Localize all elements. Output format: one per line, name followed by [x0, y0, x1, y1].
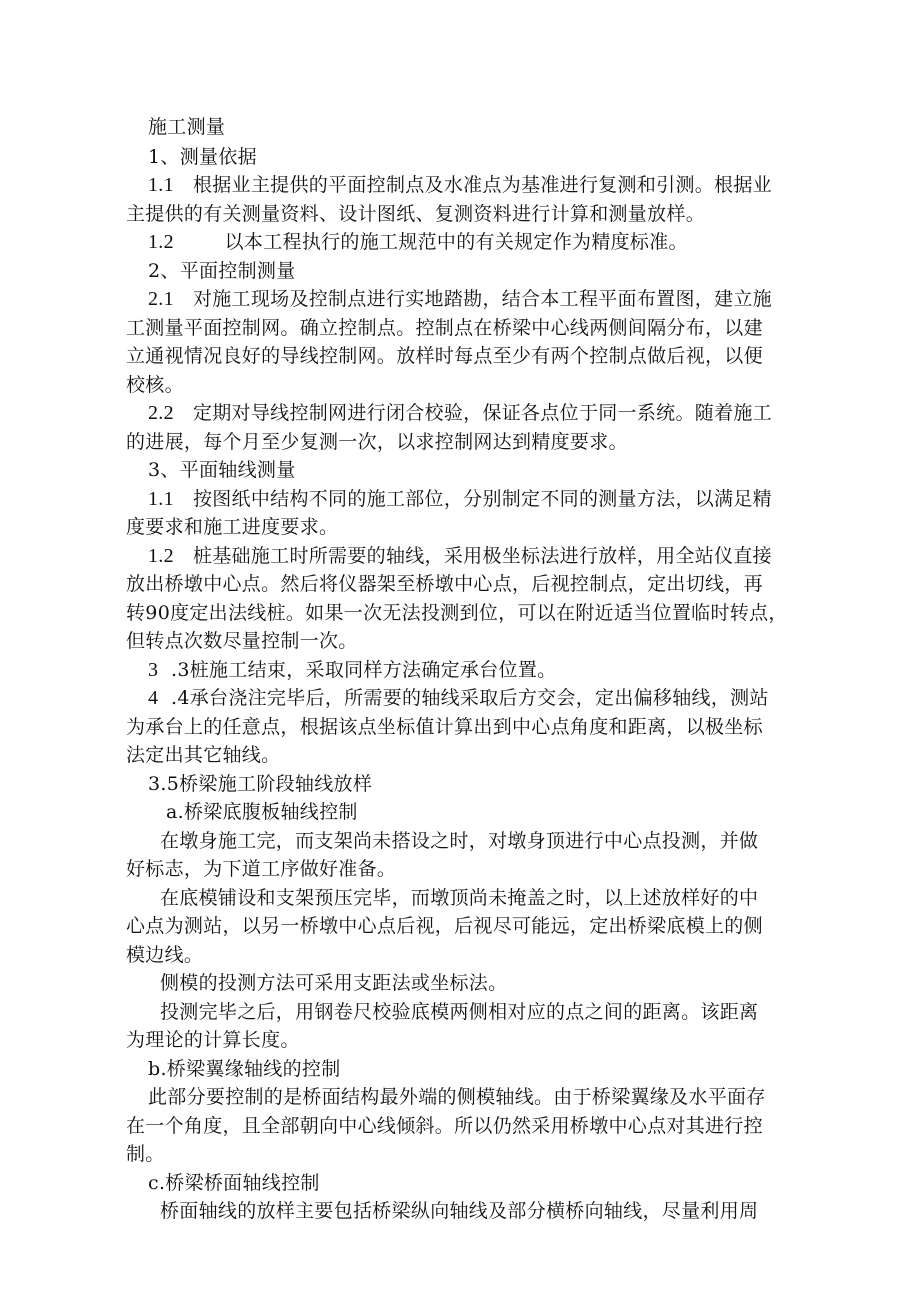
- paragraph-line: 立通视情况良好的导线控制网。放样时每点至少有两个控制点做后视，以便: [126, 345, 763, 367]
- paragraph-line: 但转点次数尽量控制一次。: [126, 630, 358, 652]
- paragraph-line: [148, 284, 772, 314]
- subsection-heading: a.桥梁底腹板轴线控制: [166, 801, 358, 823]
- paragraph-line: 转90度定出法线桩。如果一次无法投测到位，可以在附近适当位置临时转点，: [126, 602, 788, 624]
- paragraph-text: 定期对导线控制网进行闭合校验，保证各点位于同一系统。随着施工: [192, 402, 772, 424]
- paragraph-line: 为承台上的任意点，根据该点坐标值计算出到中心点角度和距离，以极坐标: [126, 716, 763, 738]
- paragraph-line: 工测量平面控制网。确立控制点。控制点在桥梁中心线两侧间隔分布，以建: [126, 317, 763, 339]
- clause-number: 1.1: [148, 488, 174, 510]
- paragraph-text: 按图纸中结构不同的施工部位，分别制定不同的测量方法，以满足精: [192, 488, 772, 510]
- clause-number: 4: [148, 687, 159, 709]
- paragraph-line: 放出桥墩中心点。然后将仪器架至桥墩中心点，后视控制点，定出切线，再: [126, 573, 763, 595]
- clause-number: 1.2: [148, 231, 174, 253]
- paragraph-line: 心点为测站，以另一桥墩中心点后视，后视尽可能远，定出桥梁底模上的侧: [126, 915, 763, 937]
- section-heading: 3、平面轴线测量: [148, 459, 296, 481]
- paragraph-line: 在一个角度，且全部朝向中心线倾斜。所以仍然采用桥墩中心点对其进行控: [126, 1115, 763, 1137]
- subsection-heading: c.桥梁桥面轴线控制: [148, 1172, 320, 1194]
- paragraph-line: 在底模铺设和支架预压完毕，而墩顶尚未掩盖之时，以上述放样好的中: [160, 887, 759, 909]
- paragraph-line: 桥面轴线的放样主要包括桥梁纵向轴线及部分横桥向轴线，尽量利用周: [160, 1200, 759, 1222]
- paragraph-line: 校核。: [126, 374, 184, 396]
- clause-number: 3: [148, 659, 159, 681]
- paragraph-line: [148, 655, 556, 685]
- clause-number: 2.1: [148, 288, 174, 310]
- paragraph-line: [148, 398, 772, 428]
- paragraph-text: .4承台浇注完毕后，所需要的轴线采取后方交会，定出偏移轴线，测站: [171, 687, 769, 709]
- paragraph-text: 桩基础施工时所需要的轴线，采用极坐标法进行放样，用全站仪直接: [192, 545, 772, 567]
- clause-number: 1.2: [148, 545, 174, 567]
- paragraph-line: 此部分要控制的是桥面结构最外端的侧模轴线。由于桥梁翼缘及水平面存: [148, 1086, 766, 1108]
- paragraph-line: 投测完毕之后，用钢卷尺校验底模两侧相对应的点之间的距离。该距离: [160, 1001, 759, 1023]
- subsection-heading: b.桥梁翼缘轴线的控制: [148, 1058, 341, 1080]
- document-title: 施工测量: [148, 116, 226, 138]
- clause-number: 2.2: [148, 402, 174, 424]
- paragraph-text: 对施工现场及控制点进行实地踏勘，结合本工程平面布置图，建立施: [192, 288, 772, 310]
- section-heading: 2、平面控制测量: [148, 260, 296, 282]
- paragraph-text: 根据业主提供的平面控制点及水准点为基准进行复测和引测。根据业: [192, 174, 772, 196]
- paragraph-line: [148, 227, 688, 257]
- subsection-heading: 3.5桥梁施工阶段轴线放样: [148, 773, 373, 795]
- paragraph-line: 侧模的投测方法可采用支距法或坐标法。: [160, 972, 508, 994]
- paragraph-line: 在墩身施工完，而支架尚未搭设之时，对墩身顶进行中心点投测，并做: [160, 830, 759, 852]
- paragraph-line: 的进展，每个月至少复测一次，以求控制网达到精度要求。: [126, 431, 628, 453]
- paragraph-line: [148, 541, 772, 571]
- paragraph-line: 好标志，为下道工序做好准备。: [126, 858, 397, 880]
- paragraph-line: 模边线。: [126, 944, 204, 966]
- section-heading: 1、测量依据: [148, 146, 257, 168]
- paragraph-line: [148, 170, 772, 200]
- paragraph-line: 为理论的计算长度。: [126, 1029, 300, 1051]
- paragraph-line: [148, 683, 769, 713]
- paragraph-text: .3桩施工结束，采取同样方法确定承台位置。: [171, 659, 557, 681]
- paragraph-line: 法定出其它轴线。: [126, 744, 281, 766]
- paragraph-line: 主提供的有关测量资料、设计图纸、复测资料进行计算和测量放样。: [126, 203, 706, 225]
- clause-number: 1.1: [148, 174, 174, 196]
- paragraph-line: 度要求和施工进度要求。: [126, 516, 339, 538]
- paragraph-line: 制。: [126, 1143, 165, 1165]
- paragraph-line: [148, 484, 772, 514]
- paragraph-text: 以本工程执行的施工规范中的有关规定作为精度标准。: [224, 231, 688, 253]
